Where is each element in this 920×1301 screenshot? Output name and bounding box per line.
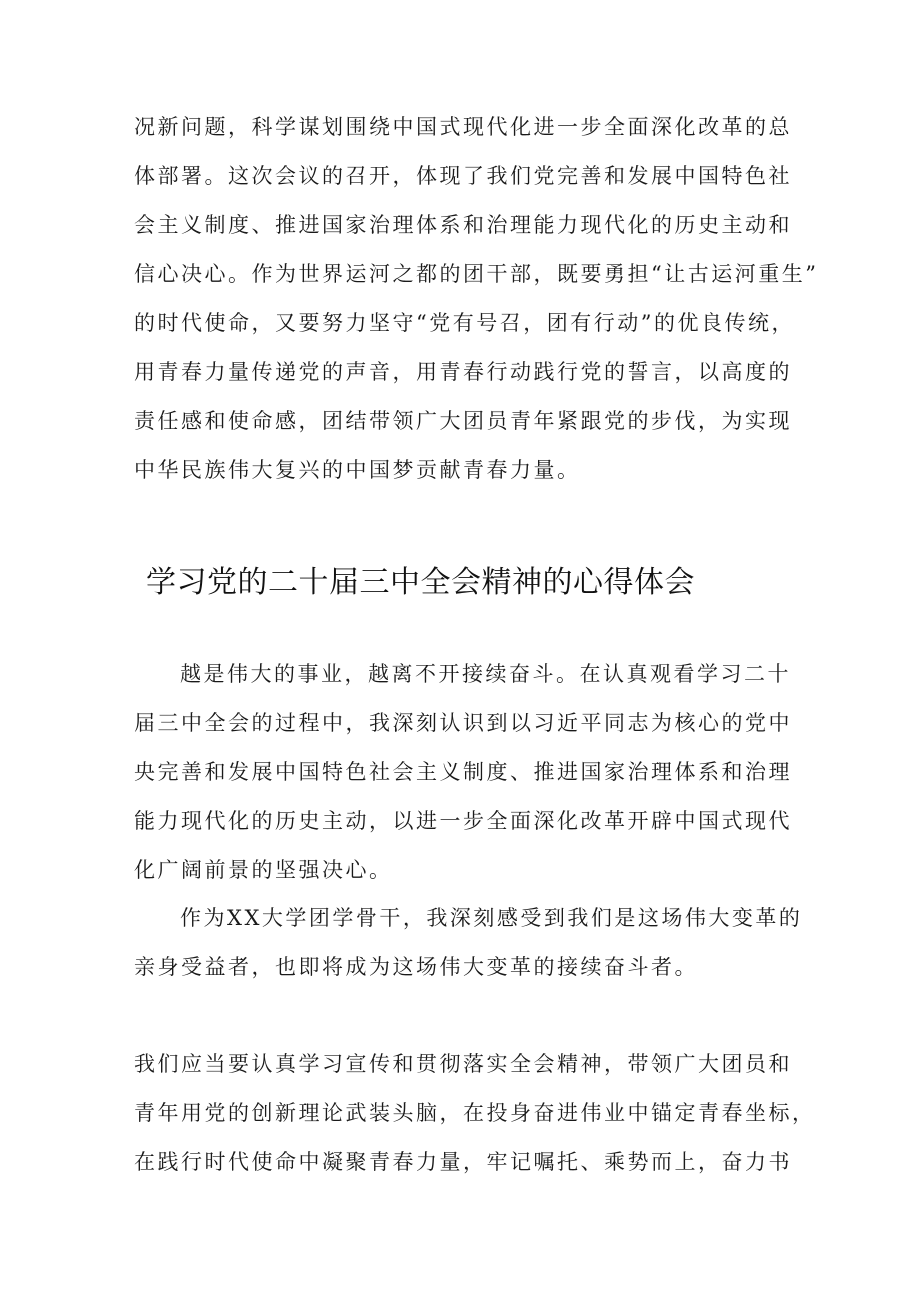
- text-line: 信心决心。作为世界运河之都的团干部，既要勇担“让古运河重生”: [134, 262, 819, 286]
- text-line: 作为XX大学团学骨干，我深刻感受到我们是这场伟大变革的: [180, 906, 803, 930]
- text-line: 体部署。这次会议的召开，体现了我们党完善和发展中国特色社: [134, 164, 792, 188]
- text-line: 青年用党的创新理论武装头脑，在投身奋进伟业中锚定青春坐标，: [134, 1101, 816, 1125]
- text-line: 的时代使命，又要努力坚守“党有号召，团有行动”的优良传统，: [134, 311, 795, 335]
- text-line: 责任感和使命感，团结带领广大团员青年紧跟党的步伐，为实现: [134, 409, 792, 433]
- article-heading: 学习党的二十届三中全会精神的心得体会: [146, 565, 695, 600]
- paragraph-student: [134, 894, 803, 992]
- text-line: 央完善和发展中国特色社会主义制度、推进国家治理体系和治理: [134, 760, 792, 784]
- text-line: 在践行时代使命中凝聚青春力量，牢记嘱托、乘势而上，奋力书: [134, 1150, 792, 1174]
- text-line: 越是伟大的事业，越离不开接续奋斗。在认真观看学习二十: [180, 662, 791, 686]
- text-line: 能力现代化的历史主动，以进一步全面深化改革开辟中国式现代: [134, 809, 792, 833]
- text-line: 中华民族伟大复兴的中国梦贡献青春力量。: [134, 458, 581, 482]
- text-line: 会主义制度、推进国家治理体系和治理能力现代化的历史主动和: [134, 213, 792, 237]
- text-line: 用青春力量传递党的声音，用青春行动践行党的誓言，以高度的: [134, 360, 792, 384]
- text-line: 我们应当要认真学习宣传和贯彻落实全会精神，带领广大团员和: [134, 1052, 792, 1076]
- text-line: 届三中全会的过程中，我深刻认识到以习近平同志为核心的党中: [134, 711, 792, 735]
- text-line: 亲身受益者，也即将成为这场伟大变革的接续奋斗者。: [134, 955, 698, 979]
- paragraph-continued: [134, 103, 819, 495]
- text-line: 况新问题，科学谋划围绕中国式现代化进一步全面深化改革的总: [134, 115, 792, 139]
- text-line: 化广阔前景的坚强决心。: [134, 858, 393, 882]
- paragraph-action: [134, 1040, 816, 1187]
- paragraph-intro: [134, 650, 794, 895]
